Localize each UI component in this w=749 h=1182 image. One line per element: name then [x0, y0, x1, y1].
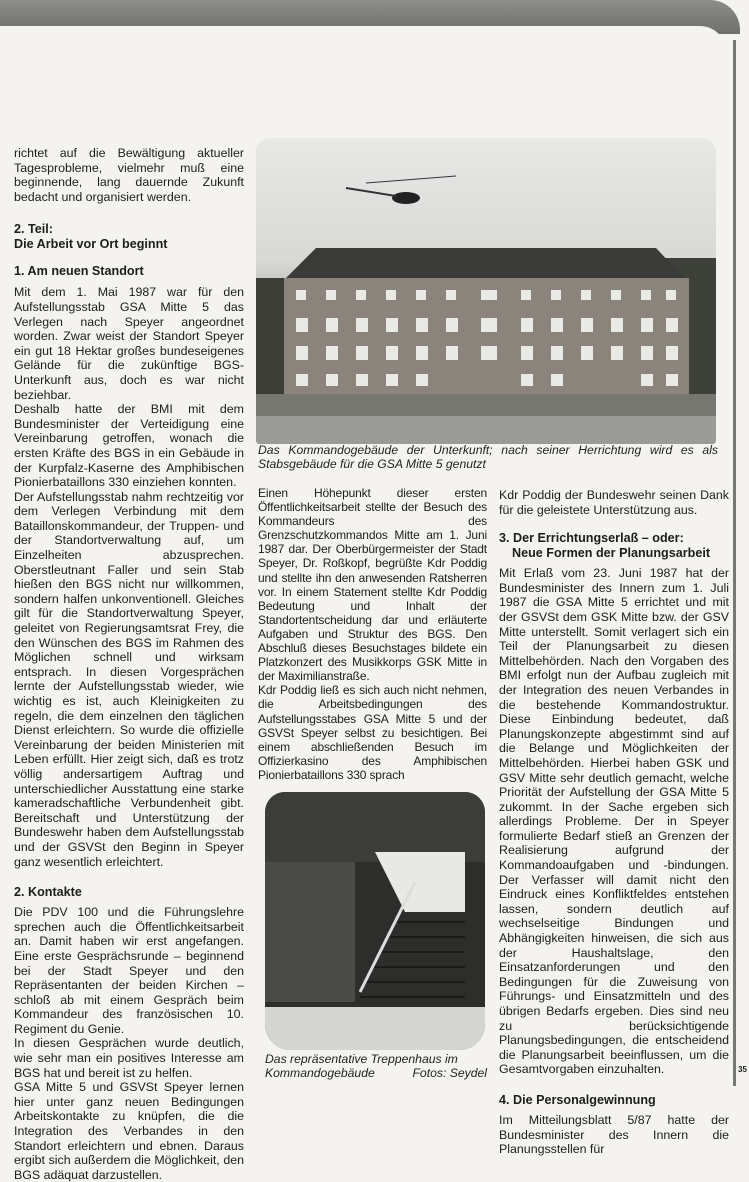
staircase-photo: [265, 792, 485, 1050]
paragraph: Mit dem 1. Mai 1987 war für den Aufstellungsstab GSA Mitte 5 das Verlegen nach Speyer angeordnet worden. Zwar weist der Standort Speyer ein gut 18 Hektar großes bundeseigenes Gelände für die zukünftige BGS-Unterkunft aus, doch es war nicht beziehbar.: [14, 285, 244, 402]
paragraph: Die PDV 100 und die Führungslehre sprechen auch die Öffentlichkeitsarbeit an. Damit haben wir erst angefangen. Eine erste Gesprächsrunde – beginnend bei der Stadt Speyer und den Repräsentanten der beiden Kirchen – schloß ab mit einem Gespräch beim Kommandeur des französischen 10. Regiment du Genie.: [14, 905, 244, 1036]
photo-caption: [265, 1052, 487, 1080]
paragraph: GSA Mitte 5 und GSVSt Speyer lernen hier unter ganz neuen Bedingungen Arbeitskontakte zu knüpfen, die die Integration des Verbandes in den Standort erleichtern und ebnen. Daraus ergibt sich außerdem die Möglichkeit, den BGS adäquat darzustellen.: [14, 1080, 244, 1182]
paragraph: Der Aufstellungsstab nahm rechtzeitig vor dem Verlegen Verbindung mit dem Bataillonskommandeur, der Truppen- und der Standortverwaltung auf, um Einzelheiten abzusprechen. Oberstleutnant Faller und sein Stab hießen den BGS nicht nur willkommen, sondern halfen unkonventionell. Gleiches gilt für die Standortverwaltung Speyer, geleitet von Regierungsamtsrat Frey, die den Wünschen des BGS im Rahmen des Möglichen schnell und wirksam entsprach. In diesen Vorgesprächen lernte der Aufstellungsstab wieder, wie wichtig es ist, auch Kleinigkeiten zu regeln, die dem einzelnen den täglichen Dienst erleichtern. So wurde die offizielle Vereinbarung der beiden Ministerien mit Leben erfüllt. Hier zeigt sich, daß es trotz völlig andersartigem Auftrag und unterschiedlicher Ausstattung eine starke kameradschaftliche Verbundenheit gibt. Bereitschaft und Unterstützung der Bundeswehr haben dem Aufstellungsstab und der GSVSt den Beginn in Speyer ganz wesentlich erleichtert.: [14, 489, 244, 869]
paragraph: In diesen Gesprächen wurde deutlich, wie sehr man ein positives Interesse am BGS hat und bereit ist zu helfen.: [14, 1036, 244, 1080]
helicopter-icon: [346, 176, 456, 204]
part-subtitle: Die Arbeit vor Ort beginnt: [14, 237, 168, 252]
paragraph: Im Mitteilungsblatt 5/87 hatte der Bundesminister des Innern die Planungsstellen für: [499, 1112, 729, 1157]
paragraph: Mit Erlaß vom 23. Juni 1987 hat der Bundesminister des Innern zum 1. Juli 1987 die GSA Mitte 5 errichtet und mit der GSVSt dem GSK Mitte bzw. der GSV Mitte unterstellt. Somit verlagert sich ein Teil der Planungsarbeit zu diesen Mittelbehörden. Nach den Vorgaben des BMI erfolgt nun der Aufbau zugleich mit der Integration des neuen Verbandes in die bestehende Kommandostruktur. Diese Einbindung bedeutet, daß Planungskonzepte abgestimmt sind auf die Belange und Möglichkeiten der Mittelbehörden. Hierbei haben GSK und GSV Mitte sehr deutlich gemacht, welche Priorität der Aufstellung der GSA Mitte 5 zukommt. In der Sache ergeben sich allerdings Probleme. Der in Speyer formulierte Bedarf stieß an Grenzen der Realisierung aufgrund der Kommandoaufgaben und -bindungen. Der Verfasser will damit nicht den Eindruck eines Konfliktfeldes entstehen lassen, sondern deutlich auf wechselseitige Bindungen und Abhängigkeiten hinweisen, die sich aus der Haushaltslage, den Einsatzanforderungen und den Bedingungen für die Zuweisung von Führungs- und Einsatzmitteln und des übrigen Bedarfs ergeben. Dies sind neu zu berücksichtigende Planungsbedingungen, die entscheidend die Planungsarbeit beeinflussen, um die Gesamtvorgaben einzuhalten.: [499, 566, 729, 1077]
column-left: [14, 146, 244, 1182]
column-right: [499, 488, 729, 1157]
page-header-bar-inner: [0, 26, 726, 56]
caption-text: Das repräsentative Treppenhaus im Kommandogebäude: [265, 1052, 458, 1080]
part-title: 2. Teil:: [14, 222, 53, 237]
intro-paragraph: richtet auf die Bewältigung aktueller Tagesprobleme, vielmehr muß eine beginnende, lang dauernde Zukunft bedacht und organisiert werden.: [14, 146, 244, 204]
page-edge-rule: [733, 40, 736, 1086]
section-heading: 2. Kontakte: [14, 885, 82, 900]
paragraph: Kdr Poddig der Bundeswehr seinen Dank für die geleistete Unterstützung aus.: [499, 488, 729, 517]
photo-credit: Fotos: Seydel: [412, 1066, 487, 1080]
section-heading: 1. Am neuen Standort: [14, 264, 144, 279]
page-number: 35: [738, 1065, 747, 1074]
column-middle: [258, 486, 487, 782]
paragraph: Einen Höhepunkt dieser ersten Öffentlichkeitsarbeit stellte der Besuch des Kommandeurs des Grenzschutzkommandos Mitte am 1. Juni 1987 dar. Der Oberbürgermeister der Stadt Speyer, Dr. Roßkopf, begrüßte Kdr Poddig und stellte ihn den anwesenden Ratsherren vor. In einem Statement stellte Kdr Poddig Bedeutung und Inhalt der Standortentscheidung dar und erläuterte Aufgaben und Struktur des BGS. Den Abschluß dieses Besuchstages bildete ein Platzkonzert des Musikkorps GSK Mitte in der Maximilianstraße.: [258, 486, 487, 684]
section-subheading: Neue Formen der Planungsarbeit: [512, 546, 711, 561]
paragraph: Deshalb hatte der BMI mit dem Bundesminister der Verteidigung eine Vereinbarung getroffen, wonach die ersten Kräfte des BGS in ein Gebäude in der Kurpfalz-Kaserne des Amphibischen Pionierbataillons 330 einziehen konnten.: [14, 402, 244, 490]
section-heading: 4. Die Personalgewinnung: [499, 1092, 656, 1107]
building-photo: [256, 138, 716, 444]
section-heading: 3. Der Errichtungserlaß – oder:: [499, 531, 684, 546]
photo-caption: Das Kommandogebäude der Unterkunft; nach seiner Herrichtung wird es als Stabsgebäude für die GSA Mitte 5 genutzt: [258, 443, 718, 471]
paragraph: Kdr Poddig ließ es sich auch nicht nehmen, die Arbeitsbedingungen des Aufstellungsstabes GSA Mitte 5 und der GSVSt Speyer selbst zu besichtigen. Bei einem abschließenden Besuch im Offizierkasino des Amphibischen Pionierbataillons 330 sprach: [258, 683, 487, 782]
